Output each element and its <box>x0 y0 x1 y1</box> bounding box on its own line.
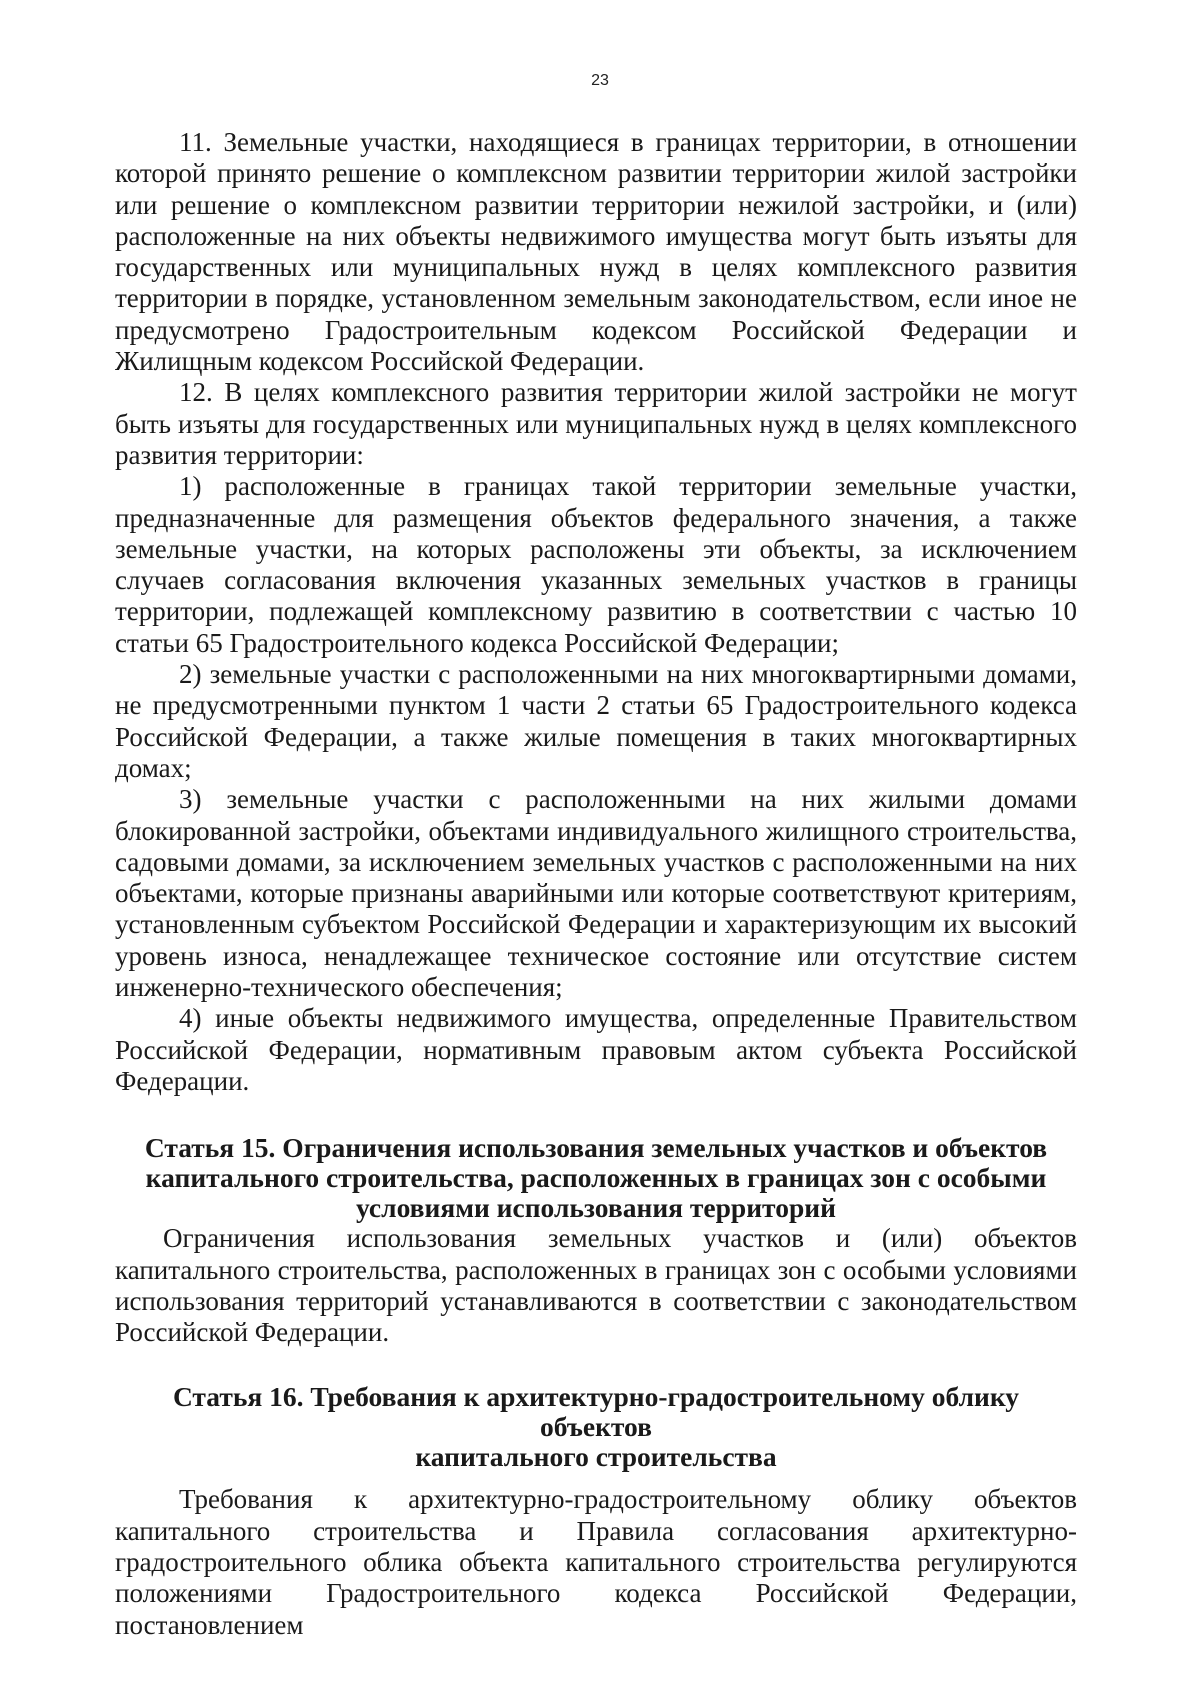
list-item-4: 4) иные объекты недвижимого имущества, определенные Правительством Российской Федерации, нормативным правовым актом субъекта Российской Федерации. <box>115 1003 1077 1096</box>
paragraph-11: 11. Земельные участки, находящиеся в границах территории, в отношении которой принято решение о комплексном развитии территории жилой застройки или решение о комплексном развитии территории нежилой застройки, и (или) расположенные на них объекты недвижимого имущества могут быть изъяты для государственных или муниципальных нужд в целях комплексного развития территории в порядке, установленном земельным законодательством, если иное не предусмотрено Градостроительным кодексом Российской Федерации и Жилищным кодексом Российской Федерации. <box>115 127 1077 377</box>
article-15-text: Ограничения использования земельных участков и (или) объектов капитального строительства, расположенных в границах зон с особыми условиями использования территорий устанавливаются в соответствии с законодательством Российской Федерации. <box>115 1223 1077 1348</box>
list-item-2: 2) земельные участки с расположенными на них многоквартирными домами, не предусмотренными пунктом 1 части 2 статьи 65 Градостроительного кодекса Российской Федерации, а также жилые помещения в таких многоквартирных домах; <box>115 659 1077 783</box>
list-item-3: 3) земельные участки с расположенными на них жилыми домами блокированной застройки, объектами индивидуального жилищного строительства, садовыми домами, за исключением земельных участков с расположенными на них объектами, которые признаны аварийными или которые соответствуют критериям, установленным субъектом Российской Федерации и характеризующим их высокий уровень износа, ненадлежащее техническое состояние или отсутствие систем инженерно-технического обеспечения; <box>115 784 1077 1003</box>
article-15-heading-line-3: условиями использования территорий <box>356 1192 836 1224</box>
article-15-heading <box>115 1133 1077 1223</box>
document-body <box>115 127 1077 1641</box>
article-16-heading-line-1: Статья 16. Требования к архитектурно-градостроительному облику объектов <box>172 1381 1020 1443</box>
paragraph-12: 12. В целях комплексного развития территории жилой застройки не могут быть изъяты для государственных или муниципальных нужд в целях комплексного развития территории: <box>115 377 1077 470</box>
article-16-heading-line-2: капитального строительства <box>415 1441 777 1473</box>
page-number: 23 <box>591 72 609 89</box>
list-item-1: 1) расположенные в границах такой территории земельные участки, предназначенные для размещения объектов федерального значения, а также земельные участки, на которых расположены эти объекты, за исключением случаев согласования включения указанных земельных участков в границы территории, подлежащей комплексному развитию в соответствии с частью 10 статьи 65 Градостроительного кодекса Российской Федерации; <box>115 471 1077 658</box>
article-15-heading-line-1: Статья 15. Ограничения использования земельных участков и объектов <box>144 1132 1048 1164</box>
article-16-text: Требования к архитектурно-градостроительному облику объектов капитального строительства и Правила согласования архитектурно-градостроительного облика объекта капитального строительства регулируются положениями Градостроительного кодекса Российской Федерации, постановлением <box>115 1484 1077 1640</box>
article-15-heading-line-2: капитального строительства, расположенных в границах зон с особыми <box>145 1162 1047 1194</box>
article-16-heading <box>115 1382 1077 1472</box>
